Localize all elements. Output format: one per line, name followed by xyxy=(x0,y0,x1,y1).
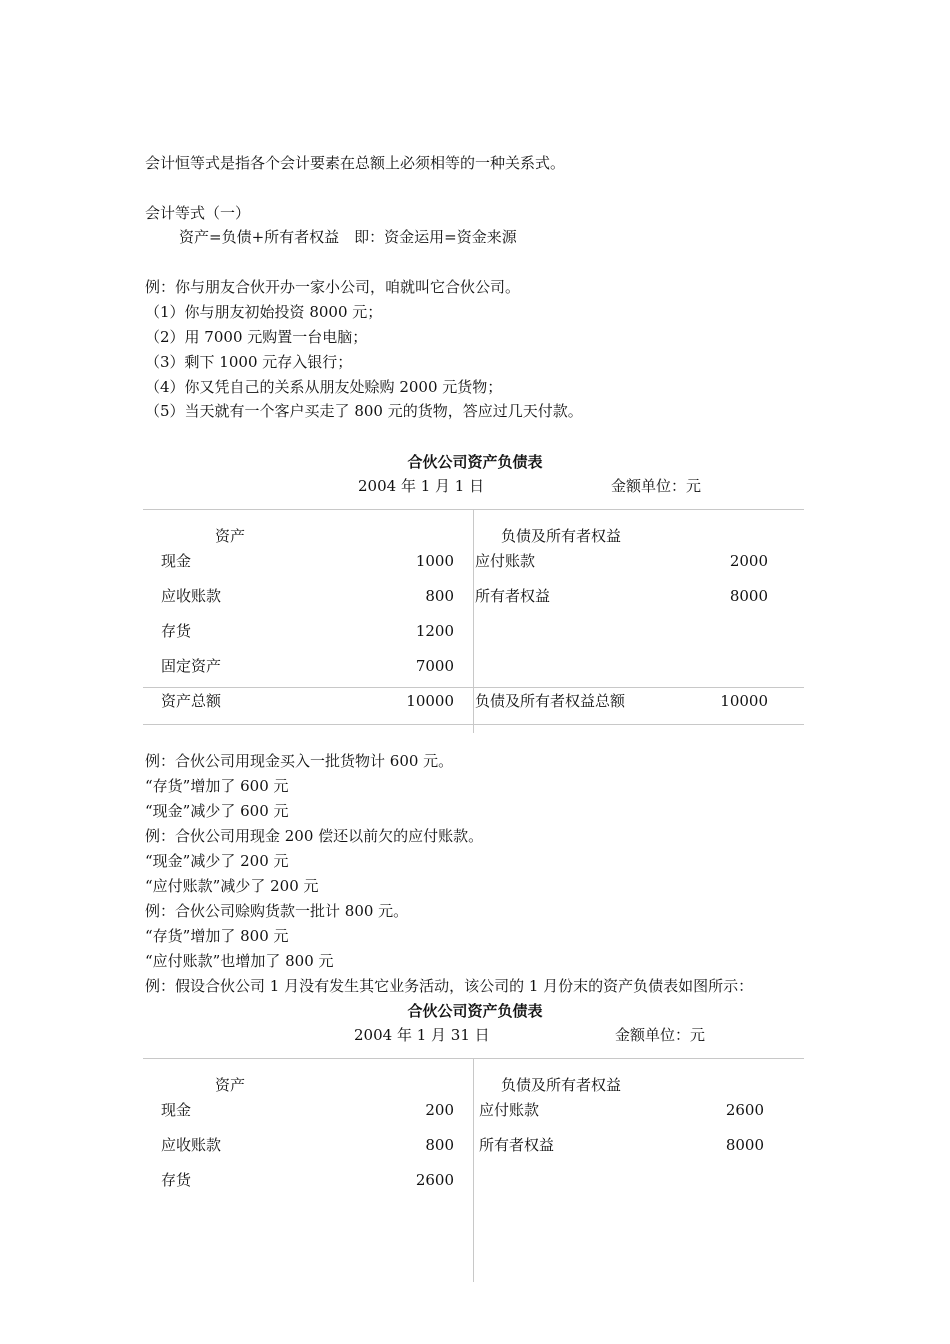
table1-assets-header: 资产 xyxy=(215,527,246,545)
table1-liab-value: 8000 xyxy=(729,587,768,605)
transaction-line: “现金”减少了 200 元 xyxy=(145,852,289,870)
table1-asset-name: 现金 xyxy=(161,552,192,570)
table1-liab-name: 所有者权益 xyxy=(475,587,551,605)
table2-liab-value: 2600 xyxy=(725,1101,764,1119)
table1-assets-total: 10000 xyxy=(406,692,454,710)
example-item-3: （3）剩下 1000 元存入银行； xyxy=(145,353,353,371)
table1-liab-header: 负债及所有者权益 xyxy=(501,527,622,545)
transaction-line: “应付账款”也增加了 800 元 xyxy=(145,952,334,970)
table2-liab-header: 负债及所有者权益 xyxy=(501,1076,622,1094)
table1-title: 合伙公司资产负债表 xyxy=(407,453,543,471)
table1-bottom-rule xyxy=(143,724,804,725)
table1-liab-value: 2000 xyxy=(729,552,768,570)
example-item-5: （5）当天就有一个客户买走了 800 元的货物，答应过几天付款。 xyxy=(145,402,583,420)
table1-divider xyxy=(473,509,474,733)
table2-title: 合伙公司资产负债表 xyxy=(407,1002,543,1020)
transaction-line: “应付账款”减少了 200 元 xyxy=(145,877,319,895)
transaction-line: 例：合伙公司用现金买入一批货物计 600 元。 xyxy=(145,752,454,770)
table2-liab-name: 应付账款 xyxy=(479,1101,540,1119)
table2-asset-name: 应收账款 xyxy=(161,1136,222,1154)
table1-liab-total: 10000 xyxy=(720,692,768,710)
table1-asset-name: 存货 xyxy=(161,622,192,640)
table1-asset-value: 800 xyxy=(425,587,454,605)
equation-heading: 会计等式（一） xyxy=(145,204,251,222)
example-item-4: （4）你又凭自己的关系从朋友处赊购 2000 元货物； xyxy=(145,378,503,396)
table1-asset-name: 固定资产 xyxy=(161,657,222,675)
table2-divider xyxy=(473,1058,474,1282)
transaction-line: 例：假设合伙公司 1 月没有发生其它业务活动，该公司的 1 月份末的资产负债表如图所示： xyxy=(145,977,754,995)
example-item-2: （2）用 7000 元购置一台电脑； xyxy=(145,328,368,346)
table1-unit: 金额单位：元 xyxy=(611,477,702,495)
table1-liab-total-label: 负债及所有者权益总额 xyxy=(475,692,626,710)
equation-formula: 资产=负债+所有者权益 即：资金运用=资金来源 xyxy=(179,228,517,246)
table2-asset-value: 200 xyxy=(425,1101,454,1119)
table1-asset-value: 7000 xyxy=(415,657,454,675)
table1-assets-total-label: 资产总额 xyxy=(161,692,222,710)
table1-total-rule xyxy=(143,687,804,688)
transaction-line: 例：合伙公司赊购货款一批计 800 元。 xyxy=(145,902,409,920)
table1-asset-value: 1200 xyxy=(415,622,454,640)
table2-liab-value: 8000 xyxy=(725,1136,764,1154)
transaction-line: “现金”减少了 600 元 xyxy=(145,802,289,820)
table1-asset-name: 应收账款 xyxy=(161,587,222,605)
table1-asset-value: 1000 xyxy=(415,552,454,570)
table2-date: 2004 年 1 月 31 日 xyxy=(354,1026,490,1044)
table2-asset-value: 800 xyxy=(425,1136,454,1154)
table2-liab-name: 所有者权益 xyxy=(479,1136,555,1154)
transaction-line: “存货”增加了 600 元 xyxy=(145,777,289,795)
table2-unit: 金额单位：元 xyxy=(615,1026,706,1044)
table1-liab-name: 应付账款 xyxy=(475,552,536,570)
table2-asset-value: 2600 xyxy=(415,1171,454,1189)
transaction-line: “存货”增加了 800 元 xyxy=(145,927,289,945)
example-intro: 例：你与朋友合伙开办一家小公司，咱就叫它合伙公司。 xyxy=(145,278,521,296)
table1-date: 2004 年 1 月 1 日 xyxy=(358,477,485,495)
table2-asset-name: 现金 xyxy=(161,1101,192,1119)
transaction-line: 例：合伙公司用现金 200 偿还以前欠的应付账款。 xyxy=(145,827,484,845)
intro-text: 会计恒等式是指各个会计要素在总额上必须相等的一种关系式。 xyxy=(145,154,566,172)
example-item-1: （1）你与朋友初始投资 8000 元； xyxy=(145,303,383,321)
table2-asset-name: 存货 xyxy=(161,1171,192,1189)
table2-assets-header: 资产 xyxy=(215,1076,246,1094)
